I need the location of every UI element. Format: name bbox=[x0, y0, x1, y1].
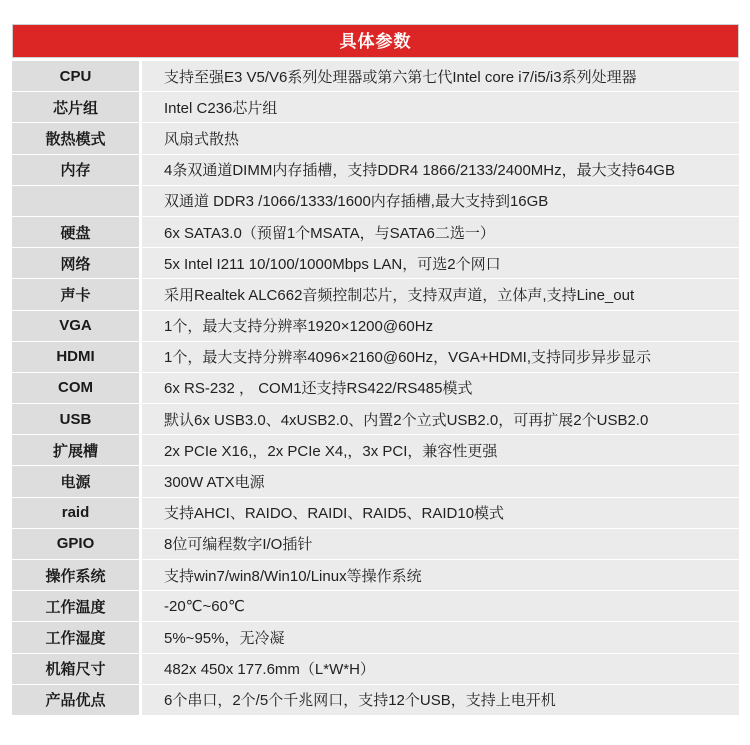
spec-label: USB bbox=[12, 404, 142, 435]
spec-row bbox=[12, 622, 739, 653]
spec-row bbox=[12, 155, 739, 186]
spec-label: raid bbox=[12, 498, 142, 529]
spec-table-body bbox=[12, 61, 739, 716]
spec-row bbox=[12, 248, 739, 279]
spec-value: 支持AHCI、RAIDO、RAIDI、RAID5、RAID10模式 bbox=[142, 498, 739, 529]
spec-table bbox=[12, 61, 739, 716]
spec-row bbox=[12, 279, 739, 310]
spec-label: GPIO bbox=[12, 529, 142, 560]
spec-label: 芯片组 bbox=[12, 92, 142, 123]
spec-row bbox=[12, 404, 739, 435]
spec-row bbox=[12, 123, 739, 154]
spec-row bbox=[12, 435, 739, 466]
spec-value: 2x PCIe X16,，2x PCIe X4,，3x PCI，兼容性更强 bbox=[142, 435, 739, 466]
spec-label: 网络 bbox=[12, 248, 142, 279]
spec-label: HDMI bbox=[12, 342, 142, 373]
spec-value: 8位可编程数字I/O插针 bbox=[142, 529, 739, 560]
spec-value: 482x 450x 177.6mm（L*W*H） bbox=[142, 654, 739, 685]
spec-value: 5%~95%，无冷凝 bbox=[142, 622, 739, 653]
spec-label: 工作湿度 bbox=[12, 622, 142, 653]
spec-label: 电源 bbox=[12, 466, 142, 497]
spec-value: 1个，最大支持分辨率4096×2160@60Hz，VGA+HDMI,支持同步异步显示 bbox=[142, 342, 739, 373]
spec-value: 双通道 DDR3 /1066/1333/1600内存插槽,最大支持到16GB bbox=[142, 186, 739, 217]
spec-label: COM bbox=[12, 373, 142, 404]
spec-label: 工作温度 bbox=[12, 591, 142, 622]
spec-label: 散热模式 bbox=[12, 123, 142, 154]
spec-label: 操作系统 bbox=[12, 560, 142, 591]
spec-label: CPU bbox=[12, 61, 142, 92]
spec-row bbox=[12, 311, 739, 342]
spec-value: 6x SATA3.0（预留1个MSATA，与SATA6二选一） bbox=[142, 217, 739, 248]
spec-row bbox=[12, 529, 739, 560]
spec-label: VGA bbox=[12, 311, 142, 342]
spec-value: 1个，最大支持分辨率1920×1200@60Hz bbox=[142, 311, 739, 342]
spec-value: 支持至强E3 V5/V6系列处理器或第六第七代Intel core i7/i5/i3系列处理器 bbox=[142, 61, 739, 92]
spec-row bbox=[12, 373, 739, 404]
spec-value: 6x RS-232 ， COM1还支持RS422/RS485模式 bbox=[142, 373, 739, 404]
spec-label: 机箱尺寸 bbox=[12, 654, 142, 685]
spec-value: 支持win7/win8/Win10/Linux等操作系统 bbox=[142, 560, 739, 591]
spec-row bbox=[12, 342, 739, 373]
spec-row bbox=[12, 560, 739, 591]
spec-label: 内存 bbox=[12, 155, 142, 186]
spec-row bbox=[12, 591, 739, 622]
spec-label: 扩展槽 bbox=[12, 435, 142, 466]
spec-value: Intel C236芯片组 bbox=[142, 92, 739, 123]
spec-value: 6个串口，2个/5个千兆网口，支持12个USB，支持上电开机 bbox=[142, 685, 739, 716]
spec-row bbox=[12, 217, 739, 248]
spec-label bbox=[12, 186, 142, 217]
spec-title: 具体参数 bbox=[12, 24, 739, 58]
spec-row bbox=[12, 61, 739, 92]
spec-row bbox=[12, 466, 739, 497]
spec-row bbox=[12, 186, 739, 217]
spec-value: -20℃~60℃ bbox=[142, 591, 739, 622]
spec-row bbox=[12, 498, 739, 529]
spec-value: 5x Intel I211 10/100/1000Mbps LAN，可选2个网口 bbox=[142, 248, 739, 279]
spec-row bbox=[12, 92, 739, 123]
spec-sheet bbox=[12, 24, 739, 716]
spec-label: 声卡 bbox=[12, 279, 142, 310]
spec-row bbox=[12, 685, 739, 716]
spec-value: 采用Realtek ALC662音频控制芯片，支持双声道，立体声,支持Line_out bbox=[142, 279, 739, 310]
spec-label: 产品优点 bbox=[12, 685, 142, 716]
spec-label: 硬盘 bbox=[12, 217, 142, 248]
spec-value: 300W ATX电源 bbox=[142, 466, 739, 497]
spec-value: 默认6x USB3.0、4xUSB2.0、内置2个立式USB2.0，可再扩展2个USB2.0 bbox=[142, 404, 739, 435]
spec-value: 风扇式散热 bbox=[142, 123, 739, 154]
spec-row bbox=[12, 654, 739, 685]
spec-value: 4条双通道DIMM内存插槽，支持DDR4 1866/2133/2400MHz，最大支持64GB bbox=[142, 155, 739, 186]
